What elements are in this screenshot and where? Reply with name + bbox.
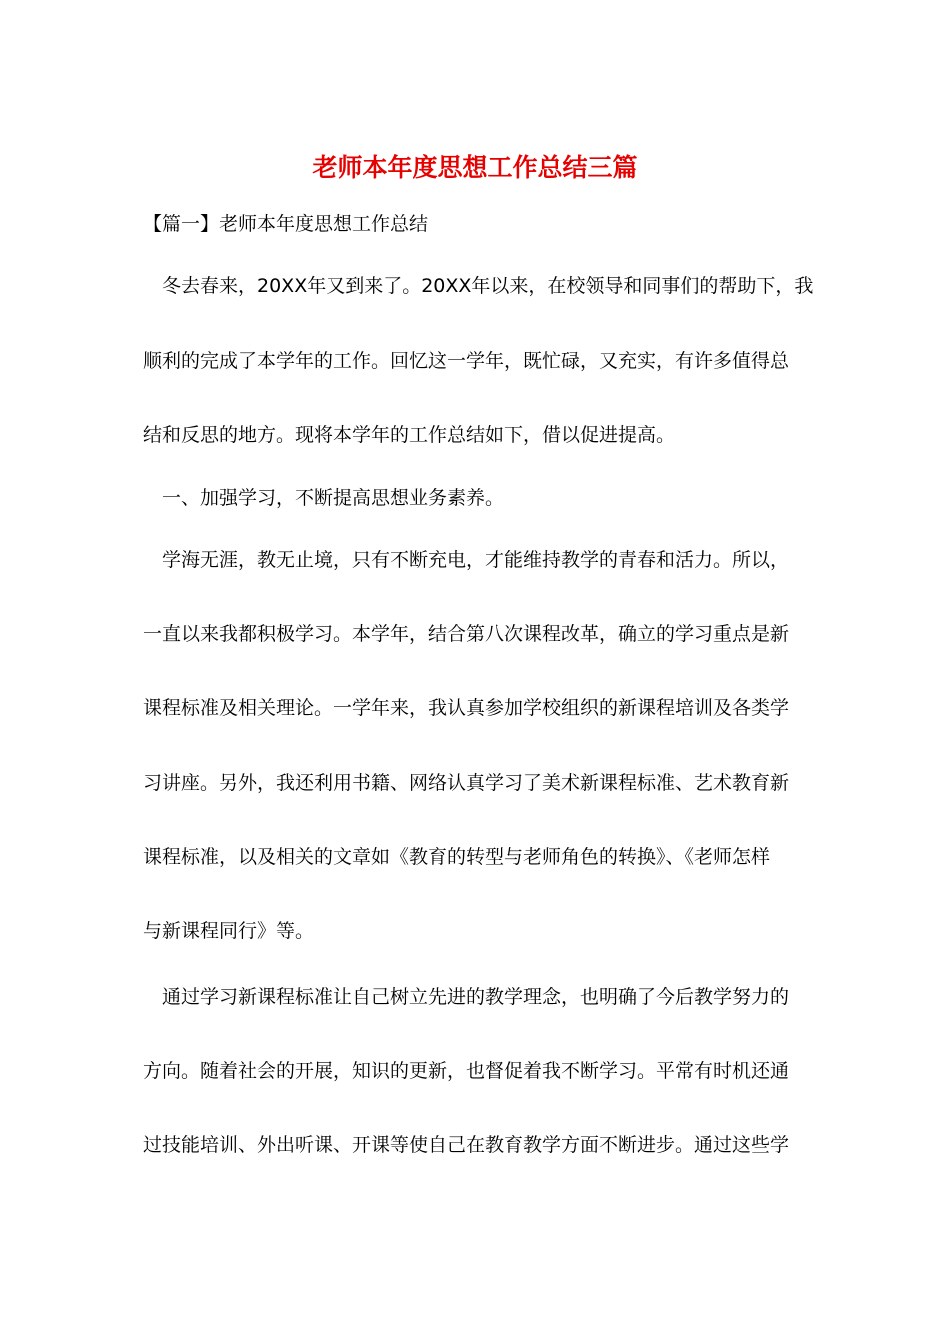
paragraph-line: 与新课程同行》等。 [143,920,315,942]
paragraph-line: 习讲座。另外，我还利用书籍、网络认真学习了美术新课程标准、艺术教育新 [143,772,790,794]
paragraph-line: 冬去春来，20XX年又到来了。20XX年以来，在校领导和同事们的帮助下，我 [162,275,814,297]
paragraph-line: 通过学习新课程标准让自己树立先进的教学理念，也明确了今后教学努力的 [162,986,790,1008]
paragraph-line: 方向。随着社会的开展，知识的更新，也督促着我不断学习。平常有时机还通 [143,1060,790,1082]
paragraph-line: 过技能培训、外出听课、开课等使自己在教育教学方面不断进步。通过这些学 [143,1134,790,1156]
paragraph-line: 一直以来我都积极学习。本学年，结合第八次课程改革，确立的学习重点是新 [143,623,790,645]
paragraph-line: 课程标准及相关理论。一学年来，我认真参加学校组织的新课程培训及各类学 [143,697,790,719]
paragraph-line: 学海无涯，教无止境，只有不断充电，才能维持教学的青春和活力。所以， [162,549,790,571]
section-heading: 【篇一】老师本年度思想工作总结 [143,213,429,235]
subheading-line: 一、加强学习，不断提高思想业务素养。 [162,487,505,509]
paragraph-line: 顺利的完成了本学年的工作。回忆这一学年，既忙碌，又充实，有许多值得总 [143,350,790,372]
paragraph-line: 课程标准，以及相关的文章如《教育的转型与老师角色的转换》、《老师怎样 [143,846,771,868]
document-title: 老师本年度思想工作总结三篇 [312,153,638,182]
paragraph-line: 结和反思的地方。现将本学年的工作总结如下，借以促进提高。 [143,424,676,446]
